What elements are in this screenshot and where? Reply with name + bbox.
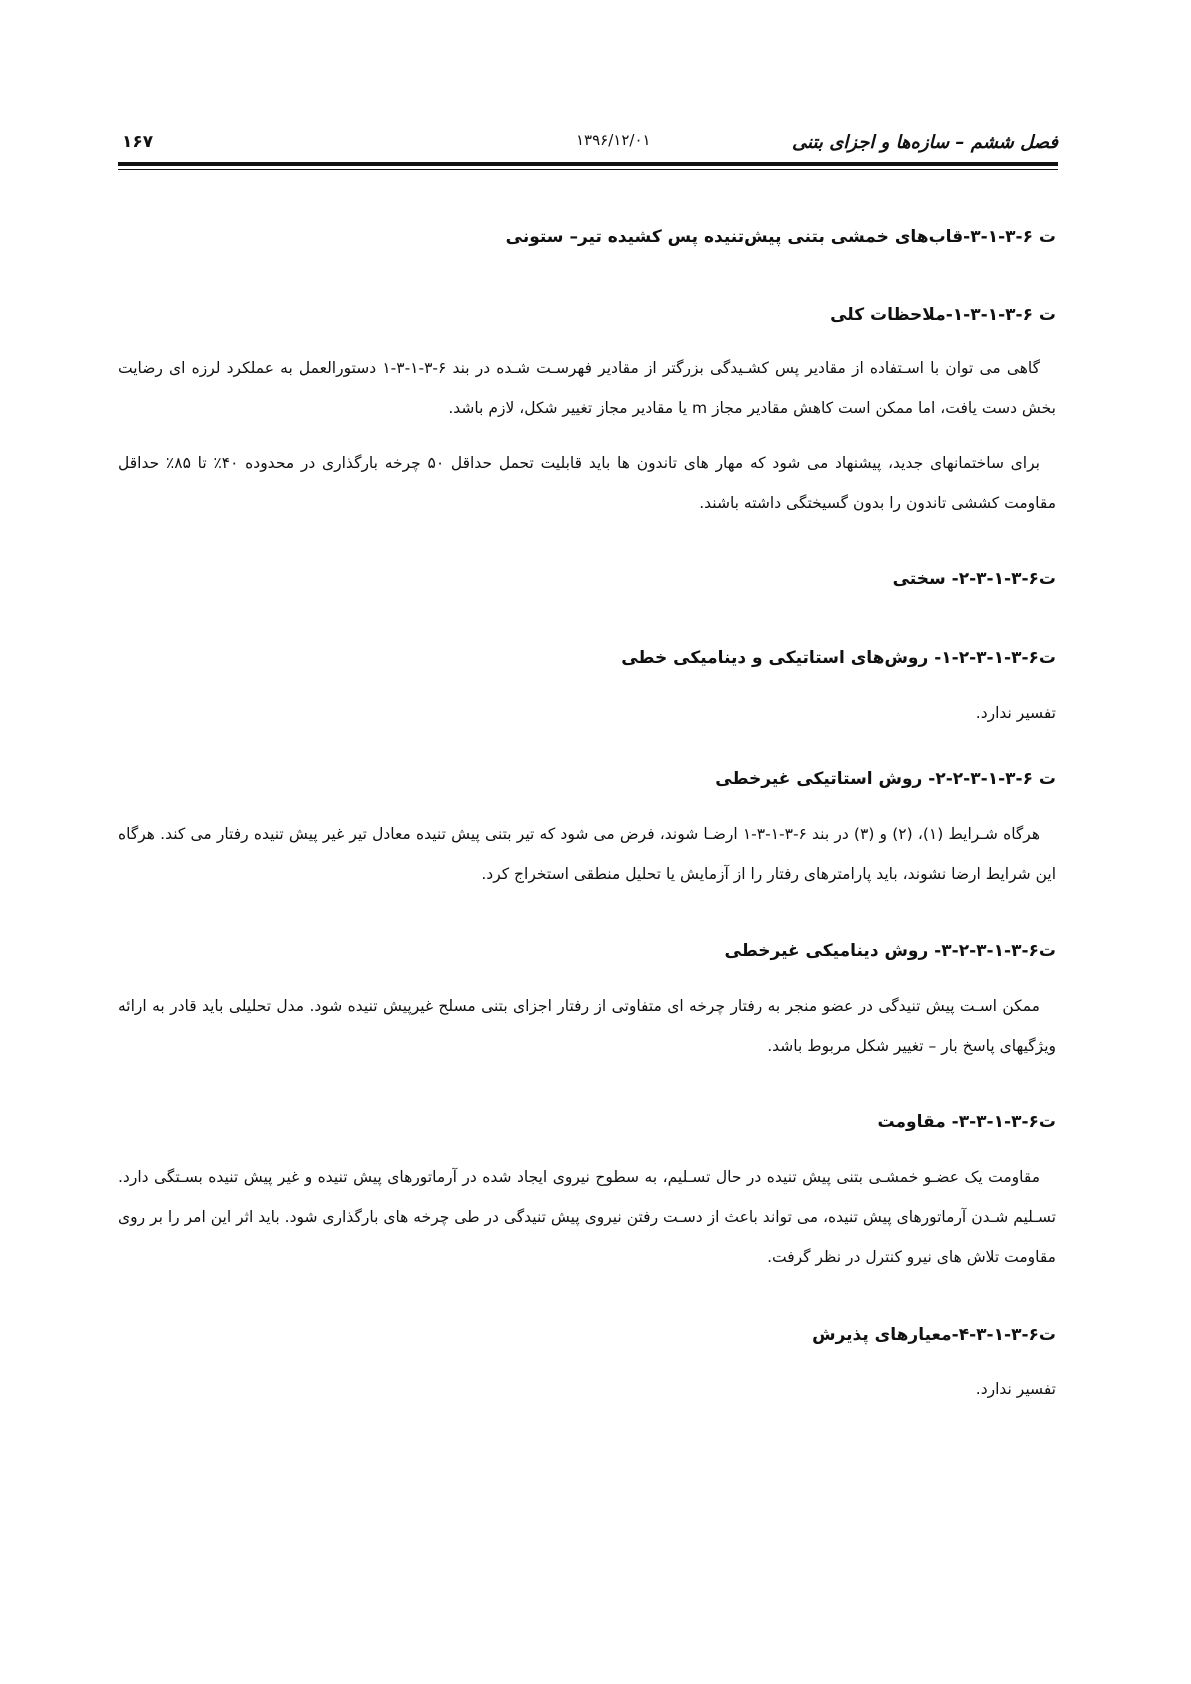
- section-heading-acceptance: ت۶-۳-۱-۳-۴-معیارهای پذیرش: [812, 1325, 1056, 1345]
- paragraph-general-2: [118, 443, 1056, 523]
- paragraph-general-1: [118, 348, 1056, 428]
- section-heading-nonlinear-dynamic: ت۶-۳-۱-۳-۲-۳- روش دینامیکی غیرخطی: [724, 941, 1056, 961]
- section-heading-frames: ت ۶-۳-۱-۳-قاب‌های خمشی بتنی پیش‌تنیده پس کشیده تیر– ستونی: [505, 227, 1056, 247]
- note-no-commentary-2: تفسیر ندارد.: [975, 1380, 1056, 1398]
- page-header: [118, 128, 1058, 162]
- section-heading-strength: ت۶-۳-۱-۳-۳- مقاومت: [877, 1112, 1056, 1132]
- revision-date: ۱۳۹۶/۱۲/۰۱: [576, 131, 651, 149]
- paragraph-nonlinear-dynamic: [118, 986, 1056, 1066]
- paragraph-strength: [118, 1157, 1056, 1277]
- section-heading-general: ت ۶-۳-۱-۳-۱-ملاحظات کلی: [830, 305, 1056, 325]
- paragraph-text: مقاومت یک عضـو خمشـی بتنی پیش تنیده در حال تسـلیم، به سطوح نیروی ایجاد شده در آرماتورهای پیش تنیده و غیر پیش تنیده بسـتگی دارد. تسـلیم شـدن آرماتورهای پیش تنیده، می تواند باعث از دسـت رفتن نیروی پیش تنیدگی در طی چرخه های بارگذاری شود. باید اثر این امر را بر روی مقاومت تلاش های نیرو کنترل در نظر گرفت.: [118, 1168, 1056, 1266]
- paragraph-text: ممکن اسـت پیش تنیدگی در عضو منجر به رفتار چرخه ای متفاوتی از رفتار اجزای بتنی مسلح غیرپیش تنیده شود. مدل تحلیلی باید قادر به ارائه ویژگیهای پاسخ بار – تغییر شکل مربوط باشد.: [118, 997, 1056, 1055]
- paragraph-text: هرگاه شـرایط (۱)، (۲) و (۳) در بند ۶-۳-۱-۳-۱ ارضـا شوند، فرض می شود که تیر بتنی پیش تنیده معادل تیر غیر پیش تنیده رفتار می کند. هرگاه این شرایط ارضا نشوند، باید پارامترهای رفتار را از آزمایش یا تحلیل منطقی استخراج کرد.: [118, 825, 1056, 883]
- header-rule-thin: [118, 169, 1058, 170]
- paragraph-nonlinear-static: [118, 814, 1056, 894]
- section-heading-nonlinear-static: ت ۶-۳-۱-۳-۲-۲- روش استاتیکی غیرخطی: [715, 769, 1056, 789]
- section-heading-stiffness: ت۶-۳-۱-۳-۲- سختی: [892, 569, 1056, 589]
- paragraph-text: برای ساختمانهای جدید، پیشنهاد می شود که مهار های تاندون ها باید قابلیت تحمل حداقل ۵۰ چرخه بارگذاری در محدوده ۴۰٪ تا ۸۵٪ حداقل مقاومت کششی تاندون را بدون گسیختگی داشته باشند.: [118, 454, 1056, 512]
- page-number: ۱۶۷: [122, 132, 154, 152]
- section-heading-linear: ت۶-۳-۱-۳-۲-۱- روش‌های استاتیکی و دینامیکی خطی: [621, 648, 1056, 668]
- note-no-commentary-1: تفسیر ندارد.: [975, 704, 1056, 722]
- header-rule-thick: [118, 162, 1058, 166]
- paragraph-text: گاهی می توان با اسـتفاده از مقادیر پس کشـیدگی بزرگتر از مقادیر فهرسـت شـده در بند ۶-۳-۱-۳-۱ دستورالعمل به عملکرد لرزه ای رضایت بخش دست یافت، اما ممکن است کاهش مقادیر مجاز m یا مقادیر مجاز تغییر شکل، لازم باشد.: [118, 359, 1056, 417]
- chapter-title: فصل ششم – سازه‌ها و اجزای بتنی: [792, 132, 1058, 153]
